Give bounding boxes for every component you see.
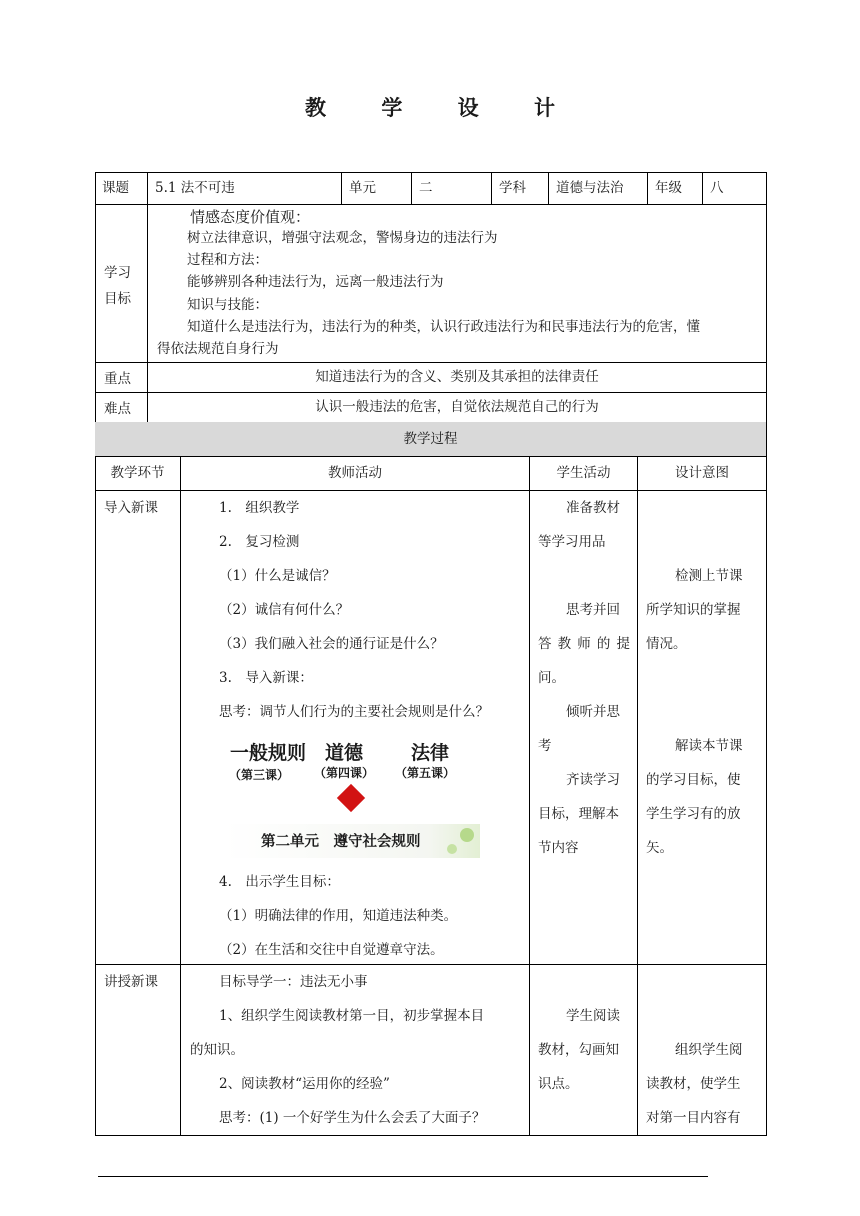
intent-line: 的学习目标，使 <box>646 772 741 788</box>
goal-line: 知道什么是违法行为，违法行为的种类，认识行政违法行为和民事违法行为的危害，懂 <box>187 319 700 335</box>
teacher-line: （1）什么是诚信？ <box>219 568 336 584</box>
student-line: 识点。 <box>538 1076 579 1092</box>
graphic-word: 一般规则 <box>230 742 307 764</box>
column-header-student: 学生活动 <box>556 465 611 481</box>
student-line: 答 教 师 的 提 <box>538 636 630 652</box>
stage-label: 导入新课 <box>104 500 158 516</box>
teacher-line: 1. 组织教学 <box>219 500 300 516</box>
student-line: 等学习用品 <box>538 534 606 550</box>
teacher-line: 目标导学一：违法无小事 <box>219 974 368 990</box>
intent-line: 读教材，使学生 <box>646 1076 741 1092</box>
footer-rule <box>98 1176 708 1177</box>
teacher-line: 2、阅读教材“运用你的经验” <box>219 1076 390 1092</box>
student-line: 齐读学习 <box>566 772 620 788</box>
key-point-label: 重点 <box>104 371 131 387</box>
process-header: 教学过程 <box>403 431 458 447</box>
red-diamond-icon <box>337 784 365 812</box>
student-line: 节内容 <box>538 840 579 856</box>
intent-line: 学生学习有的放 <box>646 806 741 822</box>
grade-value: 八 <box>710 180 724 196</box>
unit-value: 二 <box>419 180 433 196</box>
goal-line: 过程和方法： <box>187 252 268 268</box>
student-line: 教材，勾画知 <box>538 1042 619 1058</box>
unit-label: 单元 <box>349 180 376 196</box>
unit-rules-graphic <box>225 732 480 858</box>
student-line: 倾听并思 <box>566 704 620 720</box>
teacher-line: （1）明确法律的作用，知道违法种类。 <box>219 908 458 924</box>
student-line: 考 <box>538 738 552 754</box>
student-line: 目标，理解本 <box>538 806 619 822</box>
teacher-line: 1、组织学生阅读教材第一目，初步掌握本目 <box>219 1008 485 1024</box>
lesson-value: 5.1 法不可违 <box>155 180 235 196</box>
leaf-icon <box>447 844 457 854</box>
column-header-stage: 教学环节 <box>110 465 165 481</box>
key-point-value: 知道违法行为的含义、类别及其承担的法律责任 <box>315 369 599 385</box>
column-header-intent: 设计意图 <box>675 465 729 481</box>
goal-line: 得依法规范自身行为 <box>157 341 279 357</box>
student-line: 问。 <box>538 670 565 686</box>
grade-label: 年级 <box>655 180 682 196</box>
graphic-lesson: （第四课） <box>314 766 375 780</box>
student-line: 准备教材 <box>566 500 620 516</box>
teacher-line: 3. 导入新课： <box>219 670 313 686</box>
column-header-teacher: 教师活动 <box>328 465 382 481</box>
graphic-lesson: （第五课） <box>395 766 456 780</box>
teacher-line: 的知识。 <box>190 1042 244 1058</box>
graphic-lesson: （第三课） <box>229 768 290 782</box>
intent-line: 解读本节课 <box>675 738 743 754</box>
leaf-icon <box>460 828 474 842</box>
intent-line: 所学知识的掌握 <box>646 602 741 618</box>
student-line: 思考并回 <box>566 602 620 618</box>
teacher-line: 思考：(1) 一个好学生为什么会丢了大面子？ <box>219 1110 486 1126</box>
intent-line: 检测上节课 <box>675 568 743 584</box>
stage-label: 讲授新课 <box>104 974 158 990</box>
lesson-label: 课题 <box>102 180 129 196</box>
difficulty-label: 难点 <box>104 401 131 417</box>
graphic-word: 法律 <box>411 742 450 764</box>
page-title: 教 学 设 计 <box>305 96 579 120</box>
intent-line: 组织学生阅 <box>675 1042 743 1058</box>
goal-line: 情感态度价值观： <box>190 208 311 226</box>
intent-line: 对第一目内容有 <box>646 1110 741 1126</box>
intent-line: 情况。 <box>646 636 687 652</box>
difficulty-value: 认识一般违法的危害，自觉依法规范自己的行为 <box>315 399 599 415</box>
goals-label-1: 学习 <box>104 265 131 281</box>
teacher-line: （2）在生活和交往中自觉遵章守法。 <box>219 942 444 958</box>
goal-line: 知识与技能： <box>187 297 268 313</box>
teacher-line: 思考：调节人们行为的主要社会规则是什么？ <box>219 704 489 720</box>
student-line: 学生阅读 <box>566 1008 620 1024</box>
teacher-line: （2）诚信有何什么？ <box>219 602 350 618</box>
graphic-unit-title: 第二单元 遵守社会规则 <box>261 833 421 850</box>
subject-label: 学科 <box>499 180 526 196</box>
teacher-line: 2. 复习检测 <box>219 534 300 550</box>
graphic-word: 道德 <box>325 742 364 764</box>
goal-line: 能够辨别各种违法行为，远离一般违法行为 <box>187 274 444 290</box>
goals-label-2: 目标 <box>104 291 131 307</box>
teacher-line: 4. 出示学生目标： <box>219 874 340 890</box>
teacher-line: （3）我们融入社会的通行证是什么？ <box>219 636 444 652</box>
goal-line: 树立法律意识，增强守法观念，警惕身边的违法行为 <box>187 230 498 246</box>
intent-line: 矢。 <box>646 840 673 856</box>
subject-value: 道德与法治 <box>556 180 624 196</box>
